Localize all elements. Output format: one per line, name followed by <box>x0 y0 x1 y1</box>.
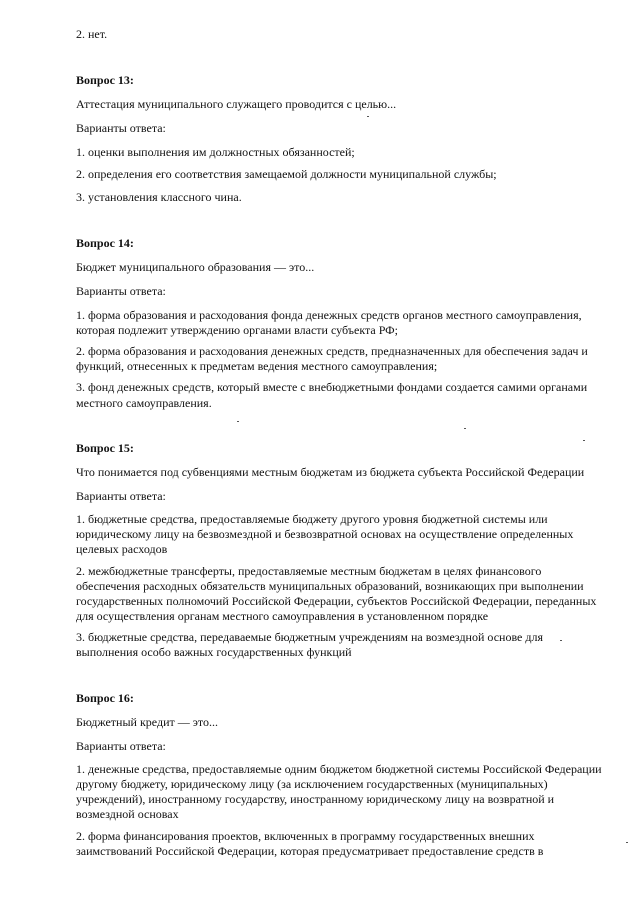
question-15-answer-1-line-1: 1. бюджетные средства, предоставляемые бюджету другого уровня бюджетной системы или <box>76 512 548 526</box>
scan-speck <box>583 440 585 441</box>
question-14-variants-label: Варианты ответа: <box>76 284 166 298</box>
question-16-answer-2-line-2: заимствований Российской Федерации, которая предусматривает предоставление средств в <box>76 844 544 858</box>
question-14-answer-1-line-1: 1. форма образования и расходования фонда денежных средств органов местного самоуправления, <box>76 308 582 322</box>
scan-speck <box>626 842 628 843</box>
question-15-answer-2-line-3: государственных полномочий Российской Федерации, субъектов Российской Федерации, переданных <box>76 594 597 608</box>
question-13-title: Вопрос 13: <box>76 73 134 87</box>
question-14-text: Бюджет муниципального образования — это... <box>76 260 315 274</box>
question-16-answer-1-line-2: другому бюджету, юридическому лицу (за исключением государственных (муниципальных) <box>76 777 548 791</box>
question-14-answer-2-line-2: функций, отнесенных к предметам ведения местного самоуправления; <box>76 359 438 373</box>
question-15-answer-2-line-2: обеспечения расходных обязательств муниципальных образований, возникающих при выполнении <box>76 579 584 593</box>
question-16-answer-1-line-4: возмездной основах <box>76 807 179 821</box>
question-15-title: Вопрос 15: <box>76 441 134 455</box>
question-14-title: Вопрос 14: <box>76 236 134 250</box>
question-16-text: Бюджетный кредит — это... <box>76 715 218 729</box>
question-14-answer-1-line-2: которая подлежит утверждению органами власти субъекта РФ; <box>76 323 398 337</box>
question-15-answer-1-line-2: юридическому лицу на безвозмездной и безвозвратной основах на осуществление определенных <box>76 527 574 541</box>
question-15-answer-2-line-4: для осуществления органам местного самоуправления в установленном порядке <box>76 609 489 623</box>
previous-answer: 2. нет. <box>76 27 108 41</box>
question-15-answer-3-line-2: выполнения особо важных государственных функций <box>76 645 352 659</box>
question-13-text: Аттестация муниципального служащего проводится с целью... <box>76 97 397 111</box>
question-14-answer-2-line-1: 2. форма образования и расходования денежных средств, предназначенных для обеспечения задач и <box>76 344 588 358</box>
question-15-answer-3-line-1: 3. бюджетные средства, передаваемые бюджетным учреждениям на возмездной основе для <box>76 630 543 644</box>
scan-speck <box>237 421 239 422</box>
question-16-answer-1-line-1: 1. денежные средства, предоставляемые одним бюджетом бюджетной системы Российской Федерации <box>76 762 602 776</box>
question-16-title: Вопрос 16: <box>76 691 134 705</box>
question-15-text: Что понимается под субвенциями местным бюджетам из бюджета субъекта Российской Федерации <box>76 465 585 479</box>
scan-speck <box>464 428 466 429</box>
scan-speck <box>367 116 369 117</box>
question-13-answer-1: 1. оценки выполнения им должностных обязанностей; <box>76 145 355 159</box>
question-15-variants-label: Варианты ответа: <box>76 489 166 503</box>
question-13-answer-3: 3. установления классного чина. <box>76 190 242 204</box>
question-13-variants-label: Варианты ответа: <box>76 121 166 135</box>
question-15-answer-1-line-3: целевых расходов <box>76 542 168 556</box>
question-16-answer-1-line-3: учреждений), иностранному государству, иностранному юридическому лицу на возвратной и <box>76 792 555 806</box>
question-16-answer-2-line-1: 2. форма финансирования проектов, включенных в программу государственных внешних <box>76 829 535 843</box>
question-15-answer-2-line-1: 2. межбюджетные трансферты, предоставляемые местным бюджетам в целях финансового <box>76 564 542 578</box>
question-16-variants-label: Варианты ответа: <box>76 739 166 753</box>
question-14-answer-3-line-2: местного самоуправления. <box>76 396 212 410</box>
scan-speck <box>560 640 562 641</box>
question-13-answer-2: 2. определения его соответствия замещаемой должности муниципальной службы; <box>76 167 497 181</box>
question-14-answer-3-line-1: 3. фонд денежных средств, который вместе с внебюджетными фондами создается самими органами <box>76 380 588 394</box>
